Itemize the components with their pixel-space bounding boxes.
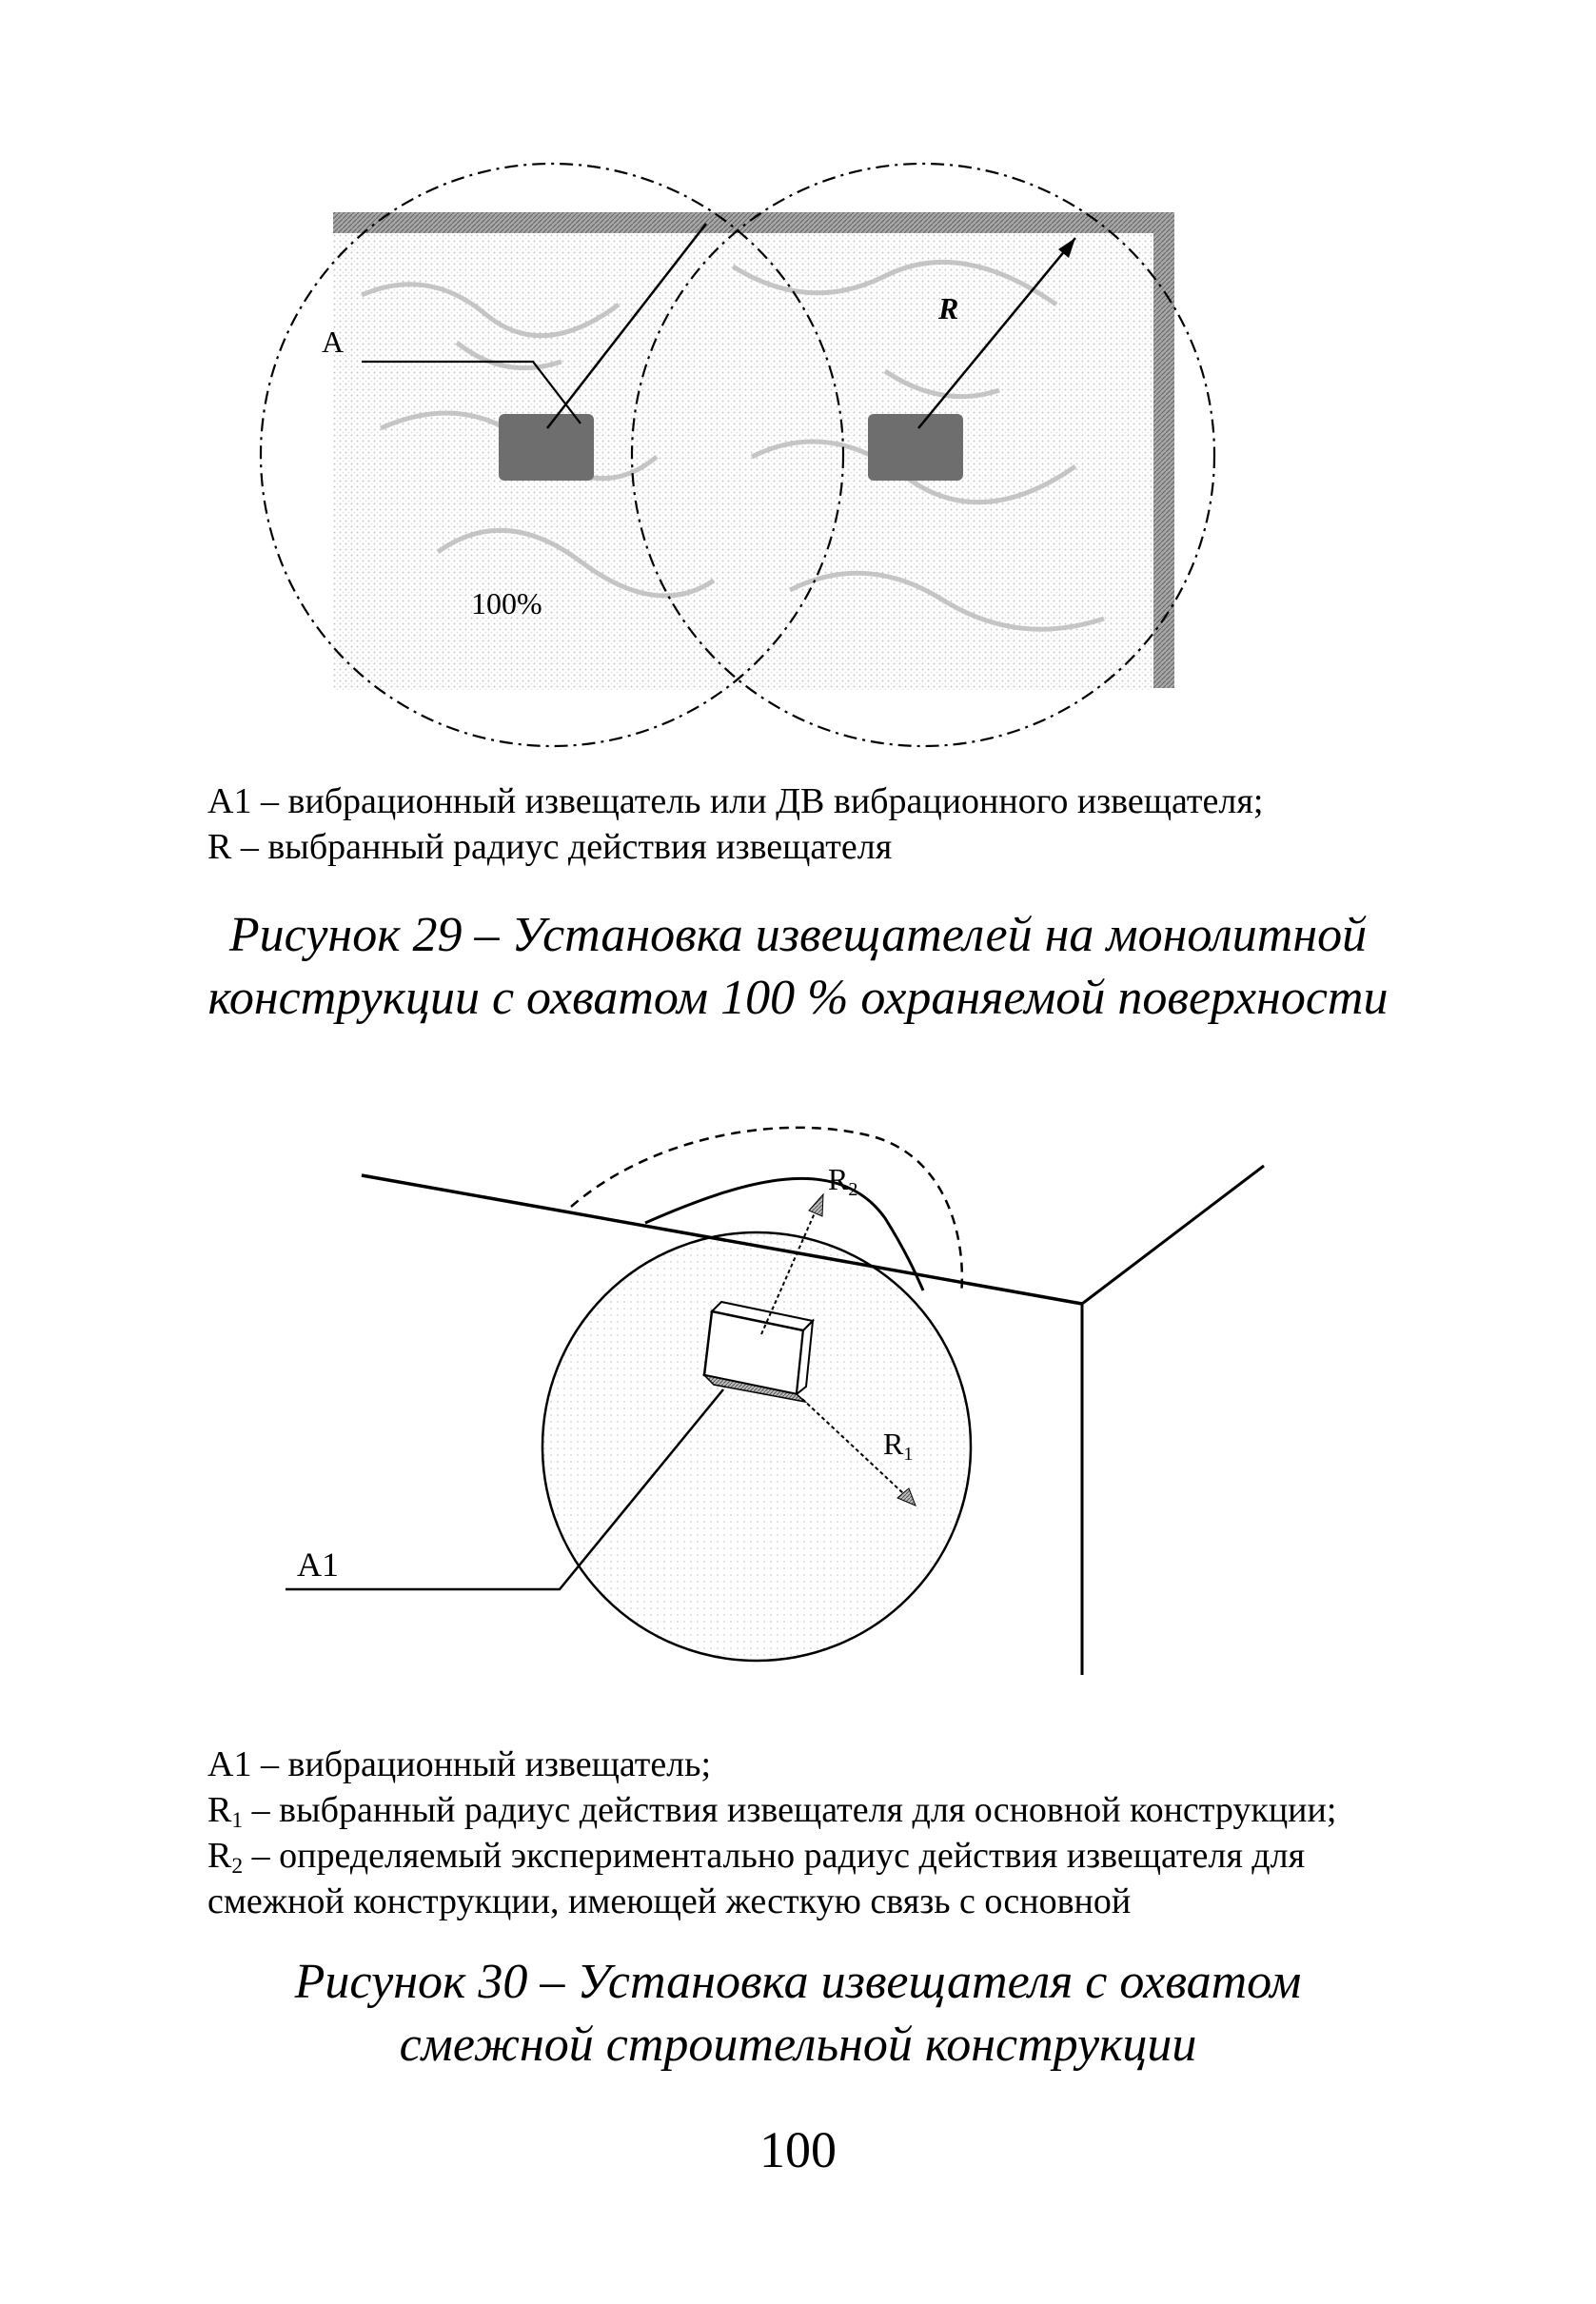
legend-29-line-2: R – выбранный радиус действия извещателя [207, 827, 893, 867]
figure-30-caption [0, 1951, 1596, 2077]
edge-line-right [1082, 1166, 1264, 1304]
figure-29-diagram [219, 143, 1256, 752]
legend-30-r1-text: – выбранный радиус действия извещателя для основной конструкции; [243, 1790, 1337, 1830]
label-r: R [938, 291, 959, 325]
legend-30-line-4: смежной конструкции, имеющей жесткую связь с основной [207, 1881, 1132, 1921]
label-r2: R2 [828, 1162, 858, 1200]
legend-30-r2-symbol: R [207, 1836, 232, 1876]
legend-30-r1-subscript: 1 [231, 1807, 244, 1833]
label-100-percent: 100% [471, 586, 542, 620]
legend-30-r2-subscript: 2 [231, 1853, 244, 1879]
legend-29-line-1: A1 – вибрационный извещатель или ДВ вибрационного извещателя; [207, 781, 1264, 821]
legend-30-line-1: A1 – вибрационный извещатель; [207, 1744, 712, 1784]
figure-30-legend [207, 1742, 1336, 1924]
figure-29-caption [0, 904, 1596, 1030]
page-number: 100 [759, 2121, 837, 2178]
top-border-bar [333, 212, 1171, 233]
caption-29-line-1: Рисунок 29 – Установка извещателей на монолитной [228, 908, 1368, 962]
figure-30-diagram [297, 1113, 1285, 1684]
caption-30-line-2: смежной строительной конструкции [399, 2018, 1197, 2072]
legend-30-r1-symbol: R [207, 1790, 232, 1830]
legend-30-line-3 [207, 1833, 1336, 1879]
label-a: A [322, 325, 345, 359]
detector-right [868, 414, 963, 481]
legend-30-line-2 [207, 1787, 1336, 1833]
label-a1: A1 [297, 1546, 339, 1584]
legend-30-r2-text: – определяемый экспериментально радиус действия извещателя для [243, 1836, 1306, 1876]
caption-30-line-1: Рисунок 30 – Установка извещателя с охватом [294, 1955, 1302, 2009]
figure-29-legend [207, 778, 1263, 870]
arrow-head-r2 [809, 1194, 823, 1216]
label-r1: R1 [883, 1427, 914, 1465]
right-border-bar [1153, 212, 1174, 688]
caption-29-line-2: конструкции с охватом 100 % охраняемой поверхности [207, 971, 1389, 1025]
